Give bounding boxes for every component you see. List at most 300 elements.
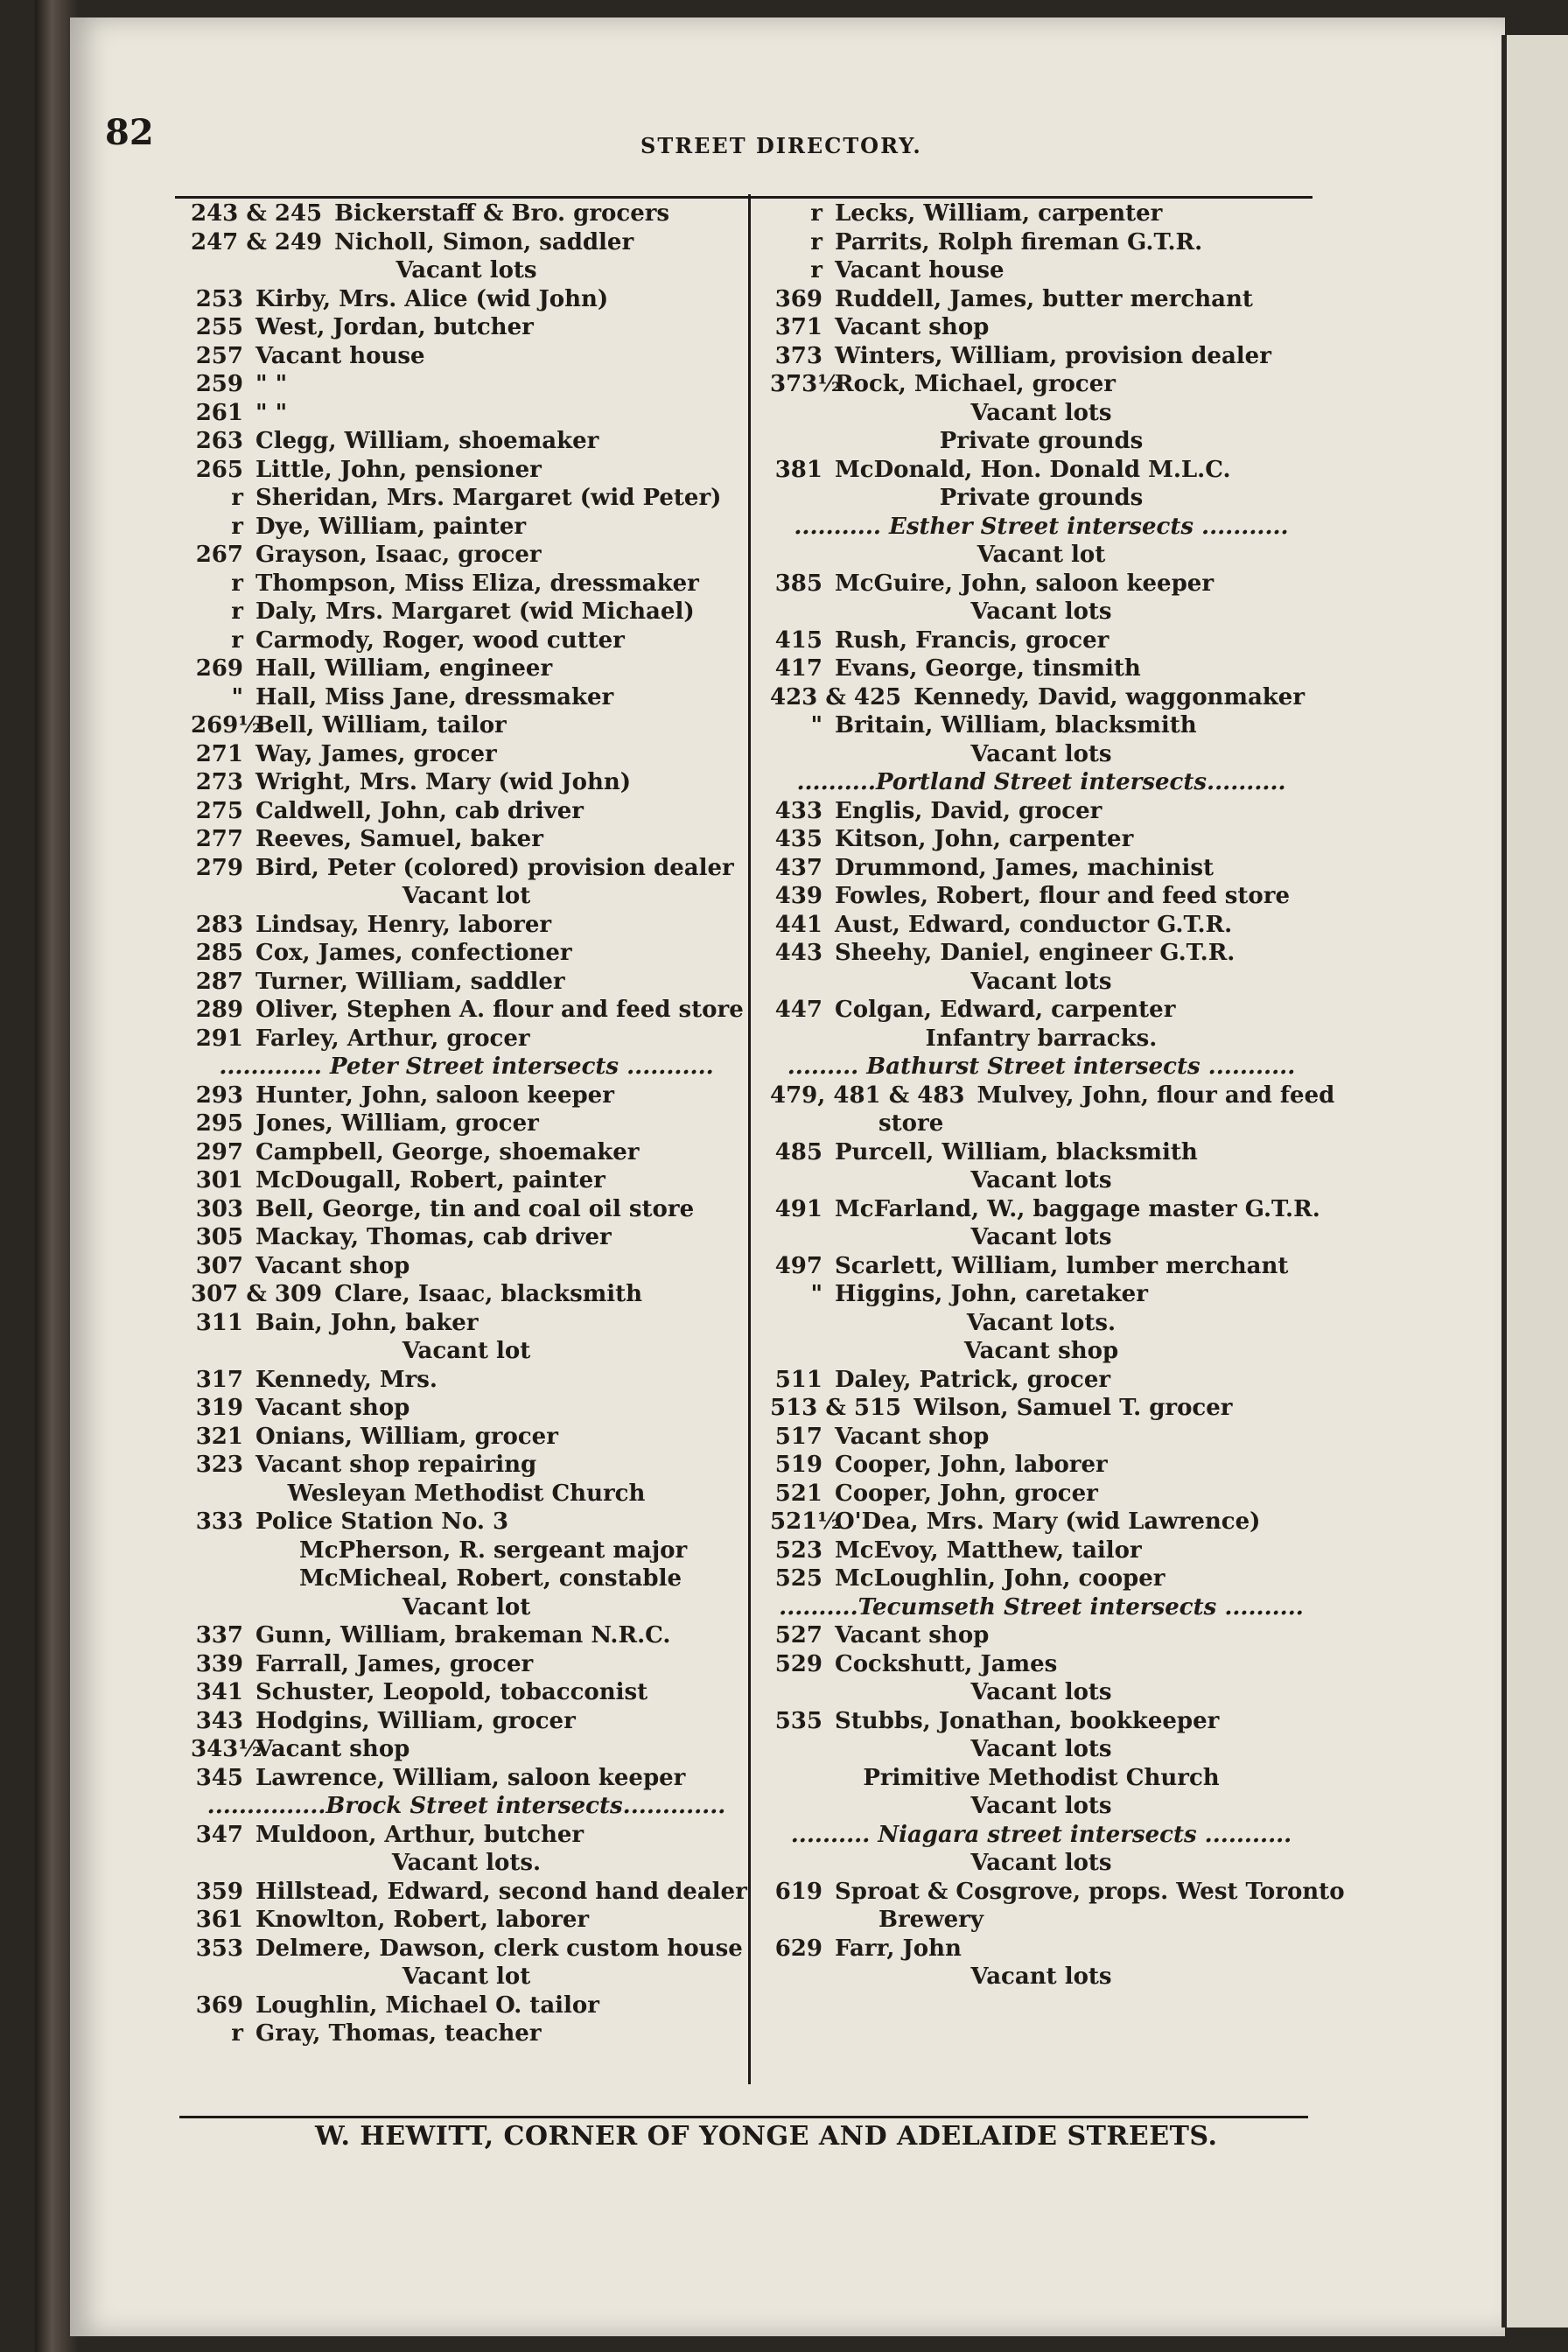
directory-entry: [191, 683, 742, 712]
street-number: 373: [774, 342, 822, 369]
directory-entry: [191, 1252, 742, 1281]
directory-entry: [191, 1593, 742, 1622]
directory-entry: [191, 911, 742, 940]
occupant-text: Grayson, Isaac, grocer: [256, 542, 542, 568]
directory-entry: [770, 342, 1312, 371]
occupant-text: Lecks, William, carpenter: [835, 200, 1163, 227]
occupant-text: Parrits, Rolph fireman G.T.R.: [835, 228, 1203, 256]
facing-page-edge: [1502, 35, 1568, 2328]
directory-entry: [770, 1082, 1335, 1110]
occupant-text: Vacant lots: [970, 968, 1112, 995]
street-number: 277: [195, 826, 243, 852]
occupant-text: Kitson, John, carpenter: [835, 826, 1134, 852]
occupant-text: Bell, William, tailor: [256, 712, 507, 738]
directory-entry: [191, 1423, 742, 1452]
directory-entry: [191, 1963, 742, 1992]
directory-entry: [770, 1906, 1312, 1935]
occupant-text: Vacant lots: [396, 257, 537, 284]
directory-entry: [191, 1082, 742, 1110]
directory-entry: [770, 1252, 1312, 1281]
directory-entry: [191, 313, 742, 342]
directory-entry: [191, 598, 742, 626]
directory-entry: [770, 1764, 1312, 1793]
directory-entry: [770, 1025, 1312, 1054]
occupant-text: Bell, George, tin and coal oil store: [256, 1195, 695, 1222]
occupant-text: Vacant house: [835, 257, 1004, 284]
street-number: 307: [195, 1252, 243, 1279]
occupant-text: Wright, Mrs. Mary (wid John): [256, 769, 632, 795]
street-number: 415: [774, 626, 822, 654]
street-number: 259: [195, 371, 243, 397]
street-number: 261: [195, 399, 243, 426]
occupant-text: McPherson, R. sergeant major: [299, 1536, 688, 1564]
occupant-text: Purcell, William, blacksmith: [835, 1138, 1198, 1166]
footer-rule: [179, 2116, 1308, 2118]
directory-entry: [770, 996, 1312, 1025]
occupant-text: McLoughlin, John, cooper: [835, 1565, 1166, 1592]
directory-entry: [191, 370, 742, 399]
directory-entry: [191, 1280, 742, 1309]
street-number: 289: [195, 997, 243, 1023]
directory-entry: [191, 1366, 742, 1395]
street-number: ": [231, 683, 243, 710]
directory-entry: [770, 370, 1312, 399]
directory-entry: [191, 2020, 742, 2048]
occupant-text: Vacant shop: [835, 314, 990, 340]
directory-entry: [191, 1223, 742, 1252]
occupant-text: McFarland, W., baggage master G.T.R.: [835, 1195, 1320, 1222]
occupant-text: Bird, Peter (colored) provision dealer: [256, 854, 734, 881]
occupant-text: Cooper, John, laborer: [835, 1452, 1108, 1478]
street-number: 479, 481 & 483: [770, 1082, 965, 1109]
occupant-text: Drummond, James, machinist: [835, 854, 1214, 881]
directory-entry: [770, 1166, 1312, 1195]
occupant-text: Gunn, William, brakeman N.R.C.: [256, 1622, 671, 1648]
occupant-text: Muldoon, Arthur, butcher: [256, 1821, 584, 1848]
street-number: r: [231, 2020, 243, 2047]
occupant-text: Brewery: [878, 1907, 984, 1933]
street-number: 353: [195, 1935, 243, 1962]
occupant-text: Vacant shop: [256, 1736, 410, 1762]
occupant-text: Vacant lot: [402, 883, 531, 909]
occupant-text: Daly, Mrs. Margaret (wid Michael): [256, 598, 695, 625]
directory-entry: [770, 1195, 1320, 1224]
occupant-text: Little, John, pensioner: [256, 456, 542, 483]
occupant-text: Jones, William, grocer: [256, 1110, 539, 1137]
directory-entry: [191, 1650, 742, 1679]
occupant-text: Cooper, John, grocer: [835, 1480, 1098, 1507]
directory-entry: [770, 1707, 1312, 1736]
occupant-text: Vacant lots: [970, 740, 1112, 767]
occupant-text: .......... Niagara street intersects ...........: [790, 1821, 1292, 1848]
directory-entry: [191, 1735, 742, 1764]
occupant-text: Vacant lots: [970, 598, 1112, 625]
directory-entry: [191, 882, 742, 911]
street-number: 341: [195, 1679, 243, 1705]
occupant-text: Bain, John, baker: [256, 1309, 479, 1336]
street-number: 359: [195, 1878, 243, 1905]
directory-entry: [191, 1451, 742, 1480]
street-intersection: [770, 1821, 1312, 1850]
directory-entry: [770, 484, 1312, 513]
occupant-text: Gray, Thomas, teacher: [256, 2020, 542, 2047]
left-column: [191, 200, 747, 2048]
occupant-text: ......... Bathurst Street intersects ...........: [787, 1054, 1296, 1080]
street-number: 275: [195, 797, 243, 824]
occupant-text: Way, James, grocer: [256, 740, 497, 767]
directory-entry: [770, 1451, 1312, 1480]
directory-entry: [191, 1621, 742, 1650]
directory-entry: [770, 968, 1312, 997]
occupant-text: Vacant lot: [402, 1338, 531, 1364]
street-intersection: [770, 1593, 1312, 1622]
directory-entry: [770, 313, 1312, 342]
occupant-text: Kirby, Mrs. Alice (wid John): [256, 285, 609, 312]
occupant-text: Vacant lots: [970, 1167, 1112, 1194]
directory-entry: [191, 1878, 747, 1907]
occupant-text: Vacant shop: [963, 1338, 1119, 1364]
street-number: 339: [195, 1650, 243, 1677]
occupant-text: Nicholl, Simon, saddler: [334, 228, 634, 256]
directory-entry: [191, 1821, 742, 1850]
street-number: r: [231, 513, 243, 540]
directory-entry: [191, 1166, 742, 1195]
directory-entry: [770, 427, 1312, 456]
street-number: 527: [774, 1622, 822, 1648]
directory-entry: [770, 1280, 1312, 1309]
street-number: 301: [195, 1167, 243, 1194]
directory-entry: [770, 1678, 1312, 1707]
occupant-text: Fowles, Robert, flour and feed store: [835, 883, 1291, 909]
directory-entry: [191, 1394, 742, 1423]
directory-entry: [770, 1508, 1312, 1536]
occupant-text: Campbell, George, shoemaker: [256, 1138, 640, 1166]
directory-entry: [191, 541, 742, 570]
street-number: 283: [195, 911, 243, 938]
street-number: 307 & 309: [191, 1281, 323, 1307]
occupant-text: Rush, Francis, grocer: [835, 626, 1110, 654]
occupant-text: ..........Tecumseth Street intersects ..........: [779, 1593, 1304, 1620]
street-number: 305: [195, 1224, 243, 1250]
directory-entry: [770, 939, 1312, 968]
occupant-text: Oliver, Stephen A. flour and feed store: [256, 997, 744, 1023]
street-number: 333: [195, 1508, 243, 1535]
directory-entry: [770, 825, 1312, 854]
street-number: 293: [195, 1082, 243, 1109]
occupant-text: Britain, William, blacksmith: [835, 712, 1197, 738]
directory-entry: [770, 1337, 1312, 1366]
street-intersection: [191, 1053, 742, 1082]
occupant-text: Farley, Arthur, grocer: [256, 1025, 530, 1052]
directory-entry: [191, 1025, 742, 1054]
occupant-text: Vacant lots: [970, 1224, 1112, 1250]
street-number: 521: [774, 1480, 822, 1507]
street-number: 361: [195, 1907, 243, 1933]
directory-entry: [191, 1992, 742, 2020]
street-number: 433: [774, 797, 822, 824]
occupant-text: ..........Portland Street intersects..........: [796, 769, 1286, 795]
occupant-text: Colgan, Edward, carpenter: [835, 997, 1176, 1023]
right-column: [770, 200, 1345, 1992]
occupant-text: Infantry barracks.: [925, 1025, 1158, 1052]
occupant-text: Vacant shop: [256, 1395, 410, 1421]
occupant-text: McDonald, Hon. Donald M.L.C.: [835, 456, 1231, 483]
street-number: 343½: [191, 1736, 262, 1762]
street-number: 347: [195, 1821, 243, 1848]
occupant-text: Vacant lots.: [391, 1850, 542, 1876]
occupant-text: Wesleyan Methodist Church: [287, 1480, 646, 1507]
street-number: 511: [774, 1366, 822, 1393]
directory-entry: [770, 654, 1312, 683]
occupant-text: Aust, Edward, conductor G.T.R.: [835, 911, 1233, 938]
street-number: 267: [195, 542, 243, 568]
street-intersection: [191, 1792, 742, 1821]
street-number: 291: [195, 1025, 243, 1052]
street-number: 435: [774, 826, 822, 852]
occupant-text: Onians, William, grocer: [256, 1423, 558, 1450]
directory-entry: [770, 626, 1312, 655]
directory-entry: [770, 711, 1312, 740]
street-number: 273: [195, 769, 243, 795]
street-number: 319: [195, 1395, 243, 1421]
directory-entry: [770, 854, 1312, 883]
street-number: 247 & 249: [191, 228, 323, 256]
street-number: 279: [195, 854, 243, 881]
directory-entry: [770, 541, 1312, 570]
occupant-text: Vacant lot: [402, 1964, 531, 1990]
occupant-text: Vacant lots: [970, 1850, 1112, 1876]
directory-entry: [191, 1906, 742, 1935]
street-number: 447: [774, 997, 822, 1023]
street-number: 271: [195, 740, 243, 767]
directory-entry: [191, 768, 742, 797]
occupant-text: Ruddell, James, butter merchant: [835, 285, 1253, 312]
occupant-text: Hunter, John, saloon keeper: [256, 1082, 614, 1109]
directory-entry: [191, 1564, 742, 1593]
footer-advertisement: W. HEWITT, CORNER OF YONGE AND ADELAIDE STREETS.: [315, 2121, 1218, 2152]
street-number: 317: [195, 1366, 243, 1393]
street-number: 265: [195, 456, 243, 483]
occupant-text: " ": [256, 399, 288, 426]
directory-entry: [770, 1423, 1312, 1452]
directory-entry: [770, 740, 1312, 769]
occupant-text: Thompson, Miss Eliza, dressmaker: [256, 570, 699, 597]
occupant-text: Vacant shop repairing: [256, 1452, 537, 1478]
street-number: 343: [195, 1707, 243, 1734]
directory-entry: [191, 484, 742, 513]
directory-entry: [191, 456, 742, 485]
occupant-text: Loughlin, Michael O. tailor: [256, 1992, 599, 2019]
street-number: 529: [774, 1650, 822, 1677]
street-number: 519: [774, 1452, 822, 1478]
street-number: 525: [774, 1565, 822, 1592]
occupant-text: Schuster, Leopold, tobacconist: [256, 1679, 648, 1705]
occupant-text: Mulvey, John, flour and feed: [976, 1082, 1335, 1109]
occupant-text: Mackay, Thomas, cab driver: [256, 1224, 612, 1250]
street-number: 295: [195, 1110, 243, 1137]
directory-entry: [191, 939, 742, 968]
occupant-text: Turner, William, saddler: [256, 968, 565, 995]
occupant-text: Clare, Isaac, blacksmith: [334, 1281, 643, 1307]
street-number: r: [231, 570, 243, 597]
street-number: r: [231, 626, 243, 654]
occupant-text: Bickerstaff & Bro. grocers: [334, 200, 670, 227]
directory-entry: [770, 200, 1312, 228]
street-number: 535: [774, 1707, 822, 1734]
directory-entry: [770, 1792, 1312, 1821]
occupant-text: McMicheal, Robert, constable: [299, 1565, 682, 1592]
directory-entry: [770, 1935, 1312, 1964]
directory-entry: [191, 342, 742, 371]
directory-entry: [191, 1678, 742, 1707]
occupant-text: Evans, George, tinsmith: [835, 655, 1141, 682]
occupant-text: ...............Brock Street intersects.............: [206, 1793, 726, 1819]
occupant-text: Vacant lots: [970, 1679, 1112, 1705]
street-number: 255: [195, 314, 243, 340]
street-number: 517: [774, 1423, 822, 1450]
street-number: 253: [195, 285, 243, 312]
directory-entry: [191, 1138, 742, 1167]
occupant-text: Primitive Methodist Church: [863, 1764, 1220, 1791]
street-number: r: [231, 485, 243, 511]
street-number: 385: [774, 570, 822, 597]
occupant-text: Vacant lots: [970, 1736, 1112, 1762]
occupant-text: McEvoy, Matthew, tailor: [835, 1536, 1142, 1564]
occupant-text: Carmody, Roger, wood cutter: [256, 626, 625, 654]
street-number: 373½: [770, 371, 842, 397]
street-number: 513 & 515: [770, 1395, 902, 1421]
street-number: 269½: [191, 712, 262, 738]
directory-entry: [770, 1963, 1312, 1992]
occupant-text: Vacant shop: [256, 1252, 410, 1279]
street-number: 417: [774, 655, 822, 682]
directory-entry: [191, 1110, 742, 1138]
street-number: 345: [195, 1764, 243, 1791]
occupant-text: Private grounds: [939, 428, 1144, 454]
directory-entry: [770, 1564, 1312, 1593]
street-number: r: [810, 200, 822, 227]
occupant-text: Englis, David, grocer: [835, 797, 1102, 824]
directory-entry: [191, 570, 742, 598]
street-number: 285: [195, 940, 243, 966]
directory-entry: [770, 1878, 1345, 1907]
street-intersection: [770, 768, 1312, 797]
directory-entry: [191, 825, 742, 854]
page-number: 82: [105, 112, 154, 153]
occupant-text: O'Dea, Mrs. Mary (wid Lawrence): [835, 1508, 1261, 1535]
occupant-text: Vacant shop: [835, 1423, 990, 1450]
occupant-text: Stubbs, Jonathan, bookkeeper: [835, 1707, 1220, 1734]
occupant-text: store: [878, 1110, 944, 1137]
street-intersection: [770, 1053, 1312, 1082]
directory-entry: [191, 1849, 742, 1878]
occupant-text: Knowlton, Robert, laborer: [256, 1907, 590, 1933]
directory-entry: [770, 1110, 1312, 1138]
street-number: r: [231, 598, 243, 625]
street-number: 257: [195, 342, 243, 369]
occupant-text: Daley, Patrick, grocer: [835, 1366, 1111, 1393]
street-number: 381: [774, 456, 822, 483]
street-number: 441: [774, 911, 822, 938]
directory-entry: [191, 200, 742, 228]
occupant-text: Rock, Michael, grocer: [835, 371, 1116, 397]
directory-entry: [191, 513, 742, 542]
directory-entry: [191, 1309, 742, 1338]
street-number: 337: [195, 1622, 243, 1648]
street-number: ": [810, 712, 822, 738]
directory-entry: [770, 1536, 1312, 1565]
occupant-text: Higgins, John, caretaker: [835, 1281, 1148, 1307]
street-number: 287: [195, 968, 243, 995]
directory-entry: [191, 427, 742, 456]
directory-entry: [191, 711, 742, 740]
occupant-text: ............. Peter Street intersects ...........: [219, 1054, 714, 1080]
street-number: 439: [774, 883, 822, 909]
directory-entry: [191, 1536, 742, 1565]
street-number: 423 & 425: [770, 683, 902, 710]
directory-entry: [770, 1650, 1312, 1679]
occupant-text: Hillstead, Edward, second hand dealer: [256, 1878, 747, 1905]
directory-entry: [191, 797, 742, 826]
occupant-text: Lawrence, William, saloon keeper: [256, 1764, 686, 1791]
occupant-text: Cox, James, confectioner: [256, 940, 572, 966]
directory-entry: [191, 996, 742, 1025]
street-number: 371: [774, 314, 822, 340]
occupant-text: Vacant shop: [835, 1622, 990, 1648]
occupant-text: Vacant lots: [970, 399, 1112, 426]
directory-entry: [191, 1707, 742, 1736]
directory-entry: [770, 882, 1312, 911]
occupant-text: Vacant house: [256, 342, 425, 369]
occupant-text: McDougall, Robert, painter: [256, 1167, 606, 1194]
directory-entry: [770, 1309, 1312, 1338]
occupant-text: Kennedy, David, waggonmaker: [914, 683, 1306, 710]
street-number: 521½: [770, 1508, 842, 1535]
street-number: r: [810, 228, 822, 256]
street-intersection: [770, 513, 1312, 542]
street-number: 523: [774, 1536, 822, 1564]
directory-entry: [770, 1366, 1312, 1395]
street-number: 443: [774, 940, 822, 966]
directory-entry: [191, 1935, 742, 1964]
occupant-text: McGuire, John, saloon keeper: [835, 570, 1214, 597]
occupant-text: Sheehy, Daniel, engineer G.T.R.: [835, 940, 1236, 966]
street-number: 323: [195, 1452, 243, 1478]
occupant-text: Vacant lot: [402, 1593, 531, 1620]
directory-entry: [191, 854, 742, 883]
street-number: 629: [774, 1935, 822, 1962]
street-number: 263: [195, 428, 243, 454]
street-number: 321: [195, 1423, 243, 1450]
directory-entry: [770, 399, 1312, 428]
occupant-text: Vacant lots: [970, 1793, 1112, 1819]
street-number: 485: [774, 1138, 822, 1166]
directory-entry: [770, 1621, 1312, 1650]
directory-entry: [191, 1337, 742, 1366]
occupant-text: Hall, William, engineer: [256, 655, 553, 682]
occupant-text: Reeves, Samuel, baker: [256, 826, 543, 852]
occupant-text: Caldwell, John, cab driver: [256, 797, 584, 824]
occupant-text: Hall, Miss Jane, dressmaker: [256, 683, 614, 710]
directory-entry: [191, 1764, 742, 1793]
directory-entry: [770, 456, 1312, 485]
occupant-text: Sproat & Cosgrove, props. West Toronto: [835, 1878, 1345, 1905]
street-number: 437: [774, 854, 822, 881]
occupant-text: Cockshutt, James: [835, 1650, 1058, 1677]
occupant-text: Farr, John: [835, 1935, 962, 1962]
street-number: 303: [195, 1195, 243, 1222]
street-number: 369: [774, 285, 822, 312]
